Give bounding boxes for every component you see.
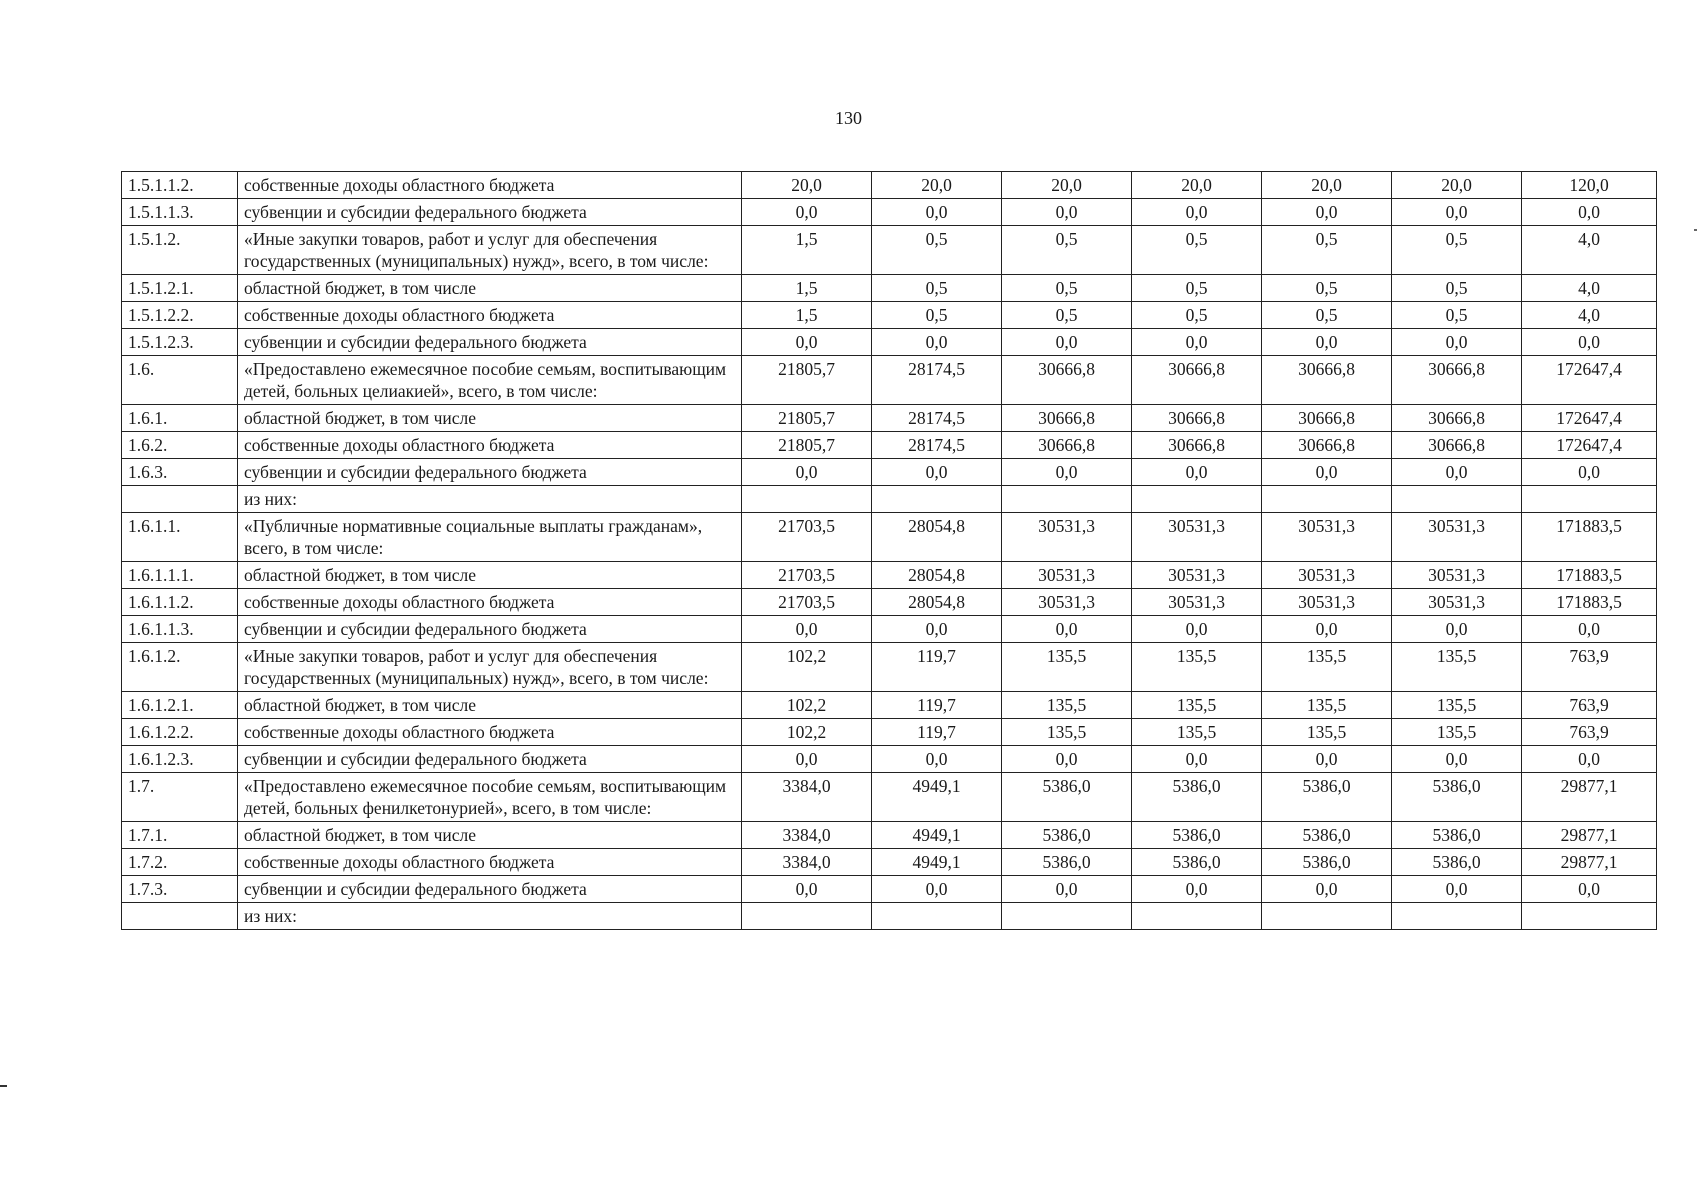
row-year-value: 30531,3 (1262, 589, 1392, 616)
row-code: 1.7.1. (122, 822, 238, 849)
row-year-value: 30531,3 (1132, 562, 1262, 589)
row-year-value: 5386,0 (1392, 822, 1522, 849)
row-description: областной бюджет, в том числе (238, 822, 742, 849)
table-row (122, 876, 1657, 903)
row-year-value: 135,5 (1132, 719, 1262, 746)
table-row (122, 275, 1657, 302)
row-code: 1.7.3. (122, 876, 238, 903)
row-code: 1.5.1.2.2. (122, 302, 238, 329)
row-year-value: 5386,0 (1132, 773, 1262, 822)
table-row (122, 513, 1657, 562)
row-year-value: 0,0 (1392, 876, 1522, 903)
row-description: «Публичные нормативные социальные выплаты гражданам», всего, в том числе: (238, 513, 742, 562)
row-year-value: 0,0 (1002, 876, 1132, 903)
row-year-value: 30666,8 (1262, 356, 1392, 405)
row-year-value: 119,7 (872, 643, 1002, 692)
row-year-value: 102,2 (742, 643, 872, 692)
row-year-value: 28054,8 (872, 589, 1002, 616)
row-year-value: 0,0 (1002, 329, 1132, 356)
row-code: 1.6.1.1.1. (122, 562, 238, 589)
budget-table-body (122, 172, 1657, 930)
row-year-value: 0,0 (1132, 746, 1262, 773)
row-year-value: 0,0 (872, 876, 1002, 903)
row-year-value: 119,7 (872, 692, 1002, 719)
row-code: 1.6.1.1.3. (122, 616, 238, 643)
row-year-value: 0,5 (1392, 275, 1522, 302)
row-year-value: 135,5 (1392, 692, 1522, 719)
row-year-value (1262, 903, 1392, 930)
row-year-value: 30666,8 (1262, 432, 1392, 459)
row-year-value: 0,0 (742, 746, 872, 773)
row-year-value: 21703,5 (742, 562, 872, 589)
table-row (122, 405, 1657, 432)
table-row (122, 172, 1657, 199)
row-code: 1.6.3. (122, 459, 238, 486)
row-year-value (742, 903, 872, 930)
row-year-value: 0,0 (1002, 199, 1132, 226)
row-description: собственные доходы областного бюджета (238, 302, 742, 329)
row-year-value: 102,2 (742, 692, 872, 719)
row-year-value: 0,0 (742, 329, 872, 356)
row-description: субвенции и субсидии федерального бюджета (238, 459, 742, 486)
row-total-value (1522, 486, 1657, 513)
row-year-value: 20,0 (1002, 172, 1132, 199)
row-year-value: 0,0 (1392, 616, 1522, 643)
row-code: 1.6. (122, 356, 238, 405)
row-year-value: 4949,1 (872, 849, 1002, 876)
row-year-value: 30531,3 (1002, 589, 1132, 616)
row-year-value: 135,5 (1132, 692, 1262, 719)
table-row (122, 773, 1657, 822)
row-year-value: 21805,7 (742, 405, 872, 432)
row-total-value: 0,0 (1522, 199, 1657, 226)
row-year-value (1002, 903, 1132, 930)
row-year-value: 5386,0 (1262, 822, 1392, 849)
table-row (122, 616, 1657, 643)
row-year-value: 0,0 (742, 616, 872, 643)
table-row (122, 356, 1657, 405)
row-code: 1.5.1.2. (122, 226, 238, 275)
row-code: 1.6.1.1. (122, 513, 238, 562)
table-row (122, 226, 1657, 275)
page-number: 130 (835, 108, 862, 128)
row-year-value: 30666,8 (1392, 432, 1522, 459)
table-row (122, 459, 1657, 486)
row-description: из них: (238, 903, 742, 930)
row-year-value: 0,0 (742, 459, 872, 486)
row-year-value: 5386,0 (1262, 849, 1392, 876)
table-row (122, 486, 1657, 513)
row-year-value: 135,5 (1262, 719, 1392, 746)
table-row (122, 562, 1657, 589)
row-year-value: 4949,1 (872, 822, 1002, 849)
row-year-value: 30531,3 (1392, 589, 1522, 616)
row-year-value: 135,5 (1002, 643, 1132, 692)
row-description: собственные доходы областного бюджета (238, 849, 742, 876)
row-year-value: 0,0 (742, 876, 872, 903)
row-description: областной бюджет, в том числе (238, 692, 742, 719)
row-year-value: 5386,0 (1392, 849, 1522, 876)
row-year-value: 0,0 (1002, 746, 1132, 773)
row-code: 1.5.1.2.1. (122, 275, 238, 302)
row-year-value: 30666,8 (1132, 356, 1262, 405)
row-year-value: 20,0 (1392, 172, 1522, 199)
row-year-value: 30666,8 (1002, 432, 1132, 459)
row-code: 1.6.1.2.2. (122, 719, 238, 746)
row-total-value: 4,0 (1522, 275, 1657, 302)
row-year-value (872, 486, 1002, 513)
row-year-value (742, 486, 872, 513)
row-year-value: 30531,3 (1132, 513, 1262, 562)
row-year-value: 28054,8 (872, 513, 1002, 562)
row-total-value: 4,0 (1522, 226, 1657, 275)
row-total-value: 29877,1 (1522, 773, 1657, 822)
table-row (122, 822, 1657, 849)
row-total-value: 172647,4 (1522, 356, 1657, 405)
row-description: «Иные закупки товаров, работ и услуг для обеспечения государственных (муниципальных) нужд», всего, в том числе: (238, 643, 742, 692)
row-description: «Предоставлено ежемесячное пособие семьям, воспитывающим детей, больных фенилкетонурией», всего, в том числе: (238, 773, 742, 822)
row-year-value: 0,5 (1002, 302, 1132, 329)
row-code: 1.6.1.1.2. (122, 589, 238, 616)
row-year-value: 5386,0 (1002, 822, 1132, 849)
row-year-value: 0,5 (1392, 302, 1522, 329)
row-year-value: 0,0 (1132, 199, 1262, 226)
row-year-value: 20,0 (742, 172, 872, 199)
row-code: 1.5.1.1.3. (122, 199, 238, 226)
row-year-value (1002, 486, 1132, 513)
row-description: субвенции и субсидии федерального бюджета (238, 199, 742, 226)
row-description: областной бюджет, в том числе (238, 562, 742, 589)
table-row (122, 199, 1657, 226)
row-year-value: 0,0 (1132, 329, 1262, 356)
row-total-value: 0,0 (1522, 616, 1657, 643)
row-total-value: 0,0 (1522, 329, 1657, 356)
row-year-value: 0,0 (872, 329, 1002, 356)
row-year-value: 0,0 (1392, 746, 1522, 773)
row-year-value: 21805,7 (742, 432, 872, 459)
row-total-value: 171883,5 (1522, 589, 1657, 616)
row-total-value: 0,0 (1522, 459, 1657, 486)
row-year-value: 0,5 (1262, 226, 1392, 275)
row-code: 1.6.1.2. (122, 643, 238, 692)
row-year-value: 3384,0 (742, 773, 872, 822)
row-year-value: 0,5 (872, 275, 1002, 302)
row-year-value (1132, 486, 1262, 513)
row-year-value: 0,5 (1002, 226, 1132, 275)
row-total-value: 763,9 (1522, 643, 1657, 692)
row-year-value: 0,0 (1392, 459, 1522, 486)
table-row (122, 589, 1657, 616)
row-total-value (1522, 903, 1657, 930)
row-year-value: 5386,0 (1132, 822, 1262, 849)
row-year-value: 0,0 (1262, 876, 1392, 903)
row-year-value: 102,2 (742, 719, 872, 746)
row-total-value: 29877,1 (1522, 849, 1657, 876)
row-year-value: 135,5 (1132, 643, 1262, 692)
table-row (122, 692, 1657, 719)
row-description: субвенции и субсидии федерального бюджета (238, 746, 742, 773)
row-year-value: 0,5 (872, 226, 1002, 275)
row-year-value: 20,0 (1262, 172, 1392, 199)
row-year-value: 4949,1 (872, 773, 1002, 822)
row-code: 1.6.1.2.3. (122, 746, 238, 773)
row-year-value: 30666,8 (1132, 432, 1262, 459)
row-year-value: 28174,5 (872, 432, 1002, 459)
row-description: субвенции и субсидии федерального бюджета (238, 329, 742, 356)
row-total-value: 29877,1 (1522, 822, 1657, 849)
row-total-value: 0,0 (1522, 746, 1657, 773)
row-description: областной бюджет, в том числе (238, 405, 742, 432)
row-year-value: 135,5 (1002, 719, 1132, 746)
row-year-value: 0,0 (742, 199, 872, 226)
row-total-value: 171883,5 (1522, 513, 1657, 562)
table-row (122, 746, 1657, 773)
row-description: из них: (238, 486, 742, 513)
row-year-value: 20,0 (1132, 172, 1262, 199)
row-year-value: 0,5 (1132, 226, 1262, 275)
row-year-value: 30531,3 (1392, 513, 1522, 562)
row-year-value (1262, 486, 1392, 513)
row-year-value: 119,7 (872, 719, 1002, 746)
row-year-value: 30531,3 (1002, 562, 1132, 589)
row-year-value: 135,5 (1002, 692, 1132, 719)
row-year-value: 5386,0 (1262, 773, 1392, 822)
table-row (122, 643, 1657, 692)
row-code: 1.6.1.2.1. (122, 692, 238, 719)
row-year-value: 0,5 (1262, 302, 1392, 329)
row-total-value: 171883,5 (1522, 562, 1657, 589)
row-description: субвенции и субсидии федерального бюджета (238, 616, 742, 643)
row-year-value: 5386,0 (1002, 773, 1132, 822)
row-year-value: 21805,7 (742, 356, 872, 405)
table-row (122, 302, 1657, 329)
row-description: «Предоставлено ежемесячное пособие семьям, воспитывающим детей, больных целиакией», всего, в том числе: (238, 356, 742, 405)
row-year-value: 3384,0 (742, 849, 872, 876)
row-description: субвенции и субсидии федерального бюджета (238, 876, 742, 903)
table-row (122, 903, 1657, 930)
row-year-value: 28174,5 (872, 356, 1002, 405)
row-year-value: 0,0 (1262, 199, 1392, 226)
row-year-value: 0,0 (1262, 746, 1392, 773)
row-total-value: 172647,4 (1522, 432, 1657, 459)
row-year-value (1392, 903, 1522, 930)
row-description: собственные доходы областного бюджета (238, 589, 742, 616)
row-year-value: 135,5 (1262, 643, 1392, 692)
row-year-value (1132, 903, 1262, 930)
row-year-value: 28054,8 (872, 562, 1002, 589)
row-year-value: 0,0 (1262, 459, 1392, 486)
row-year-value: 5386,0 (1132, 849, 1262, 876)
row-year-value: 0,0 (1392, 329, 1522, 356)
row-description: собственные доходы областного бюджета (238, 172, 742, 199)
row-total-value: 172647,4 (1522, 405, 1657, 432)
row-year-value: 5386,0 (1392, 773, 1522, 822)
row-year-value: 30531,3 (1262, 513, 1392, 562)
row-year-value: 0,0 (1392, 199, 1522, 226)
row-code: 1.6.2. (122, 432, 238, 459)
row-description: собственные доходы областного бюджета (238, 719, 742, 746)
row-year-value: 20,0 (872, 172, 1002, 199)
row-year-value: 0,0 (1262, 616, 1392, 643)
row-year-value: 30666,8 (1262, 405, 1392, 432)
row-description: областной бюджет, в том числе (238, 275, 742, 302)
row-year-value: 3384,0 (742, 822, 872, 849)
row-year-value: 30666,8 (1002, 405, 1132, 432)
table-row (122, 849, 1657, 876)
row-year-value: 0,0 (1132, 459, 1262, 486)
row-year-value: 135,5 (1392, 643, 1522, 692)
scan-edge-mark (0, 1085, 7, 1087)
row-year-value: 0,5 (1132, 275, 1262, 302)
row-year-value: 28174,5 (872, 405, 1002, 432)
row-year-value: 21703,5 (742, 513, 872, 562)
row-description: собственные доходы областного бюджета (238, 432, 742, 459)
table-row (122, 329, 1657, 356)
row-year-value: 30531,3 (1132, 589, 1262, 616)
row-year-value: 1,5 (742, 275, 872, 302)
row-code: 1.5.1.1.2. (122, 172, 238, 199)
row-code: 1.6.1. (122, 405, 238, 432)
row-year-value: 0,0 (1132, 616, 1262, 643)
row-year-value: 30666,8 (1132, 405, 1262, 432)
table-row (122, 719, 1657, 746)
row-year-value: 30666,8 (1392, 356, 1522, 405)
row-code: 1.7. (122, 773, 238, 822)
row-year-value (1392, 486, 1522, 513)
row-year-value: 135,5 (1392, 719, 1522, 746)
row-year-value: 1,5 (742, 226, 872, 275)
row-total-value: 0,0 (1522, 876, 1657, 903)
row-year-value: 30531,3 (1262, 562, 1392, 589)
row-year-value: 0,0 (1132, 876, 1262, 903)
row-code (122, 903, 238, 930)
row-year-value: 30666,8 (1392, 405, 1522, 432)
row-year-value: 30666,8 (1002, 356, 1132, 405)
row-year-value: 0,5 (1002, 275, 1132, 302)
row-year-value: 0,0 (1262, 329, 1392, 356)
row-total-value: 4,0 (1522, 302, 1657, 329)
row-year-value (872, 903, 1002, 930)
row-code: 1.5.1.2.3. (122, 329, 238, 356)
row-code (122, 486, 238, 513)
row-year-value: 0,0 (1002, 616, 1132, 643)
row-year-value: 5386,0 (1002, 849, 1132, 876)
row-year-value: 21703,5 (742, 589, 872, 616)
row-year-value: 0,0 (872, 746, 1002, 773)
row-code: 1.7.2. (122, 849, 238, 876)
row-description: «Иные закупки товаров, работ и услуг для обеспечения государственных (муниципальных) нужд», всего, в том числе: (238, 226, 742, 275)
row-total-value: 763,9 (1522, 719, 1657, 746)
row-year-value: 0,0 (872, 616, 1002, 643)
budget-table (121, 171, 1657, 930)
row-year-value: 135,5 (1262, 692, 1392, 719)
row-year-value: 0,0 (872, 459, 1002, 486)
row-year-value: 30531,3 (1392, 562, 1522, 589)
table-row (122, 432, 1657, 459)
row-total-value: 120,0 (1522, 172, 1657, 199)
row-year-value: 0,5 (1132, 302, 1262, 329)
row-year-value: 30531,3 (1002, 513, 1132, 562)
row-year-value: 1,5 (742, 302, 872, 329)
row-year-value: 0,0 (1002, 459, 1132, 486)
row-year-value: 0,0 (872, 199, 1002, 226)
row-year-value: 0,5 (1262, 275, 1392, 302)
row-total-value: 763,9 (1522, 692, 1657, 719)
row-year-value: 0,5 (1392, 226, 1522, 275)
row-year-value: 0,5 (872, 302, 1002, 329)
